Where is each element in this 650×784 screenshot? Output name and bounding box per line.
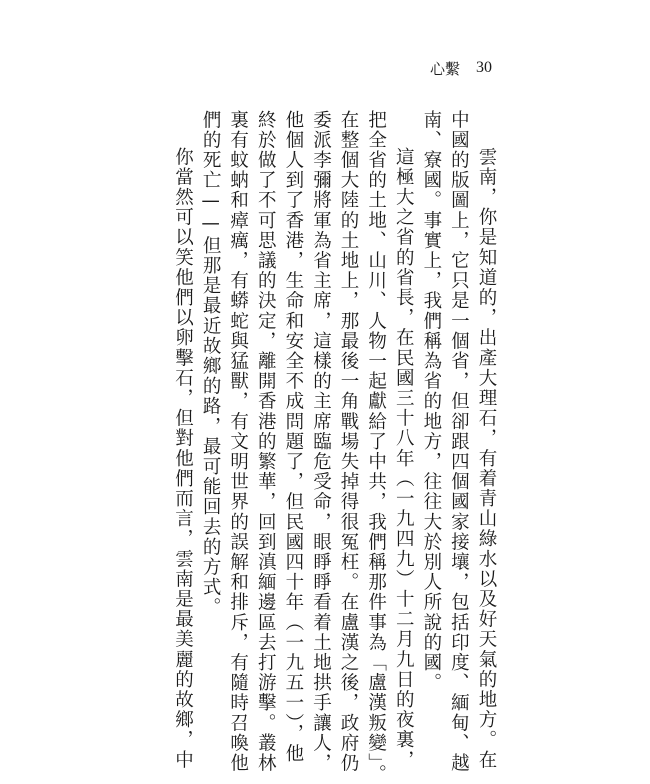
text-column: 終於做了不可思議的決定，離開香港的繁華，回到滇緬邊區去打游擊。叢林: [255, 110, 277, 774]
text-column: 委派李彌將軍為省主席，這樣的主席臨危受命，眼睜睜看着土地拱手讓人，: [310, 110, 332, 774]
text-column: 你當然可以笑他們以卵擊石，但對他們而言，雲南是最美麗的故鄉，中: [172, 147, 194, 771]
text-column: 南、寮國。事實上，我們稱為省的地方，往往大於別人所說的國。: [420, 110, 442, 693]
text-column: 在整個大陸的土地上，那最後一角戰場失掉得很冤枉。在盧漢之後，政府仍: [338, 110, 360, 774]
text-column: 們的死亡——但那是最近故鄉的路，最可能回去的方式。: [200, 110, 222, 618]
text-column: 這極大之省的省長，在民國三十八年（一九四九）十二月九日的夜裏，: [393, 147, 415, 771]
page-number: 30: [476, 59, 493, 76]
body-text: [168, 110, 500, 784]
text-column: 他個人到了香港，生命和安全不成問題了，但民國四十年（一九五一），他: [282, 110, 304, 765]
running-title: 心繫: [430, 59, 461, 78]
text-column: 把全省的土地、山川、人物一起獻給了中共，我們稱那件事為「盧漢叛變」。: [365, 110, 387, 784]
running-header: [430, 56, 520, 80]
text-column: 裏有蚊蚋和瘴癘，有蟒蛇與猛獸，有文明世界的誤解和排斥，有隨時召喚他: [227, 110, 249, 774]
text-column: 中國的版圖上，它只是一個省，但卻跟四個國家接壤，包括印度、緬甸、越: [448, 110, 470, 774]
text-column: 雲南，你是知道的，出產大理石，有着青山綠水以及好天氣的地方。在: [476, 147, 497, 771]
